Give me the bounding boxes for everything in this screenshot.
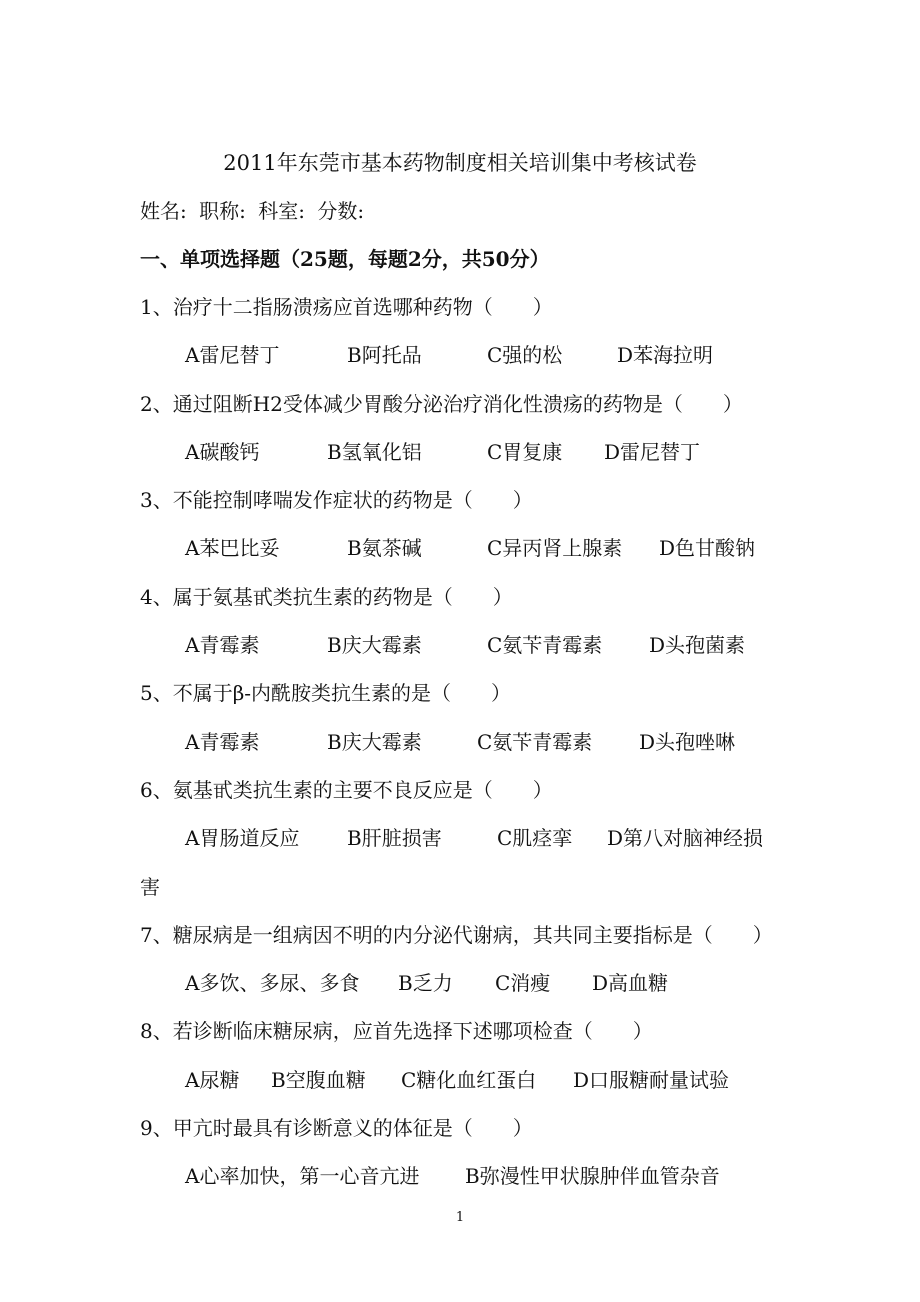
question-7-options — [185, 970, 668, 996]
option-c: C氨苄青霉素 — [487, 633, 603, 657]
question-6: 6、氨基甙类抗生素的主要不良反应是（ ） — [140, 778, 553, 802]
option-d: D第八对脑神经损 — [607, 826, 764, 850]
question-7: 7、糖尿病是一组病因不明的内分泌代谢病，其共同主要指标是（ ） — [140, 923, 773, 947]
option-d: D雷尼替丁 — [604, 440, 701, 464]
page-number: 1 — [455, 1210, 465, 1225]
option-a: A雷尼替丁 — [185, 343, 280, 367]
exam-title: 2011年东莞市基本药物制度相关培训集中考核试卷 — [223, 151, 697, 175]
option-c: C胃复康 — [487, 440, 563, 464]
option-b: B弥漫性甲状腺肿伴血管杂音 — [465, 1164, 720, 1188]
option-a: A尿糖 — [185, 1068, 240, 1092]
option-b: B乏力 — [398, 971, 453, 995]
option-b: B氢氧化铝 — [327, 440, 422, 464]
option-b: B庆大霉素 — [327, 633, 422, 657]
question-8: 8、若诊断临床糖尿病，应首先选择下述哪项检查（ ） — [140, 1019, 653, 1043]
section-heading: 一、单项选择题（25题，每题2分，共50分） — [140, 247, 550, 271]
question-8-options — [185, 1067, 729, 1093]
question-6-options — [185, 825, 763, 851]
question-2-options — [185, 439, 700, 465]
option-b: B阿托品 — [347, 343, 422, 367]
option-c: C消瘦 — [495, 971, 551, 995]
question-3: 3、不能控制哮喘发作症状的药物是（ ） — [140, 488, 533, 512]
option-b: B氨茶碱 — [347, 536, 422, 560]
option-d: D头孢菌素 — [649, 633, 746, 657]
option-a: A青霉素 — [185, 633, 260, 657]
question-5: 5、不属于β-内酰胺类抗生素的是（ ） — [140, 681, 512, 705]
option-a: A心率加快，第一心音亢进 — [185, 1164, 420, 1188]
question-2: 2、通过阻断H2受体减少胃酸分泌治疗消化性溃疡的药物是（ ） — [140, 392, 743, 416]
name-label: 姓名: — [140, 199, 187, 223]
option-c: C肌痉挛 — [497, 826, 573, 850]
question-6-option-d-continuation: 害 — [140, 875, 160, 899]
option-a: A青霉素 — [185, 730, 260, 754]
option-c: C异丙肾上腺素 — [487, 536, 623, 560]
title-label: 职称: — [199, 199, 246, 223]
question-5-options — [185, 729, 735, 755]
option-b: B空腹血糖 — [271, 1068, 366, 1092]
option-b: B肝脏损害 — [347, 826, 442, 850]
question-4: 4、属于氨基甙类抗生素的药物是（ ） — [140, 585, 513, 609]
option-c: C强的松 — [487, 343, 563, 367]
option-a: A胃肠道反应 — [185, 826, 300, 850]
question-9: 9、甲亢时最具有诊断意义的体征是（ ） — [140, 1116, 533, 1140]
score-label: 分数: — [317, 199, 365, 223]
option-a: A苯巴比妥 — [185, 536, 280, 560]
question-4-options — [185, 632, 745, 658]
option-d: D苯海拉明 — [617, 343, 714, 367]
option-b: B庆大霉素 — [327, 730, 422, 754]
question-3-options — [185, 535, 755, 561]
option-a: A碳酸钙 — [185, 440, 260, 464]
option-d: D口服糖耐量试验 — [573, 1068, 730, 1092]
option-d: D高血糖 — [592, 971, 669, 995]
option-a: A多饮、多尿、多食 — [185, 971, 360, 995]
question-9-options — [185, 1163, 720, 1189]
option-c: C糖化血红蛋白 — [401, 1068, 537, 1092]
candidate-info-row — [140, 198, 370, 224]
option-d: D色甘酸钠 — [659, 536, 756, 560]
question-1-options — [185, 342, 713, 368]
department-label: 科室: — [258, 199, 305, 223]
option-d: D头孢唑啉 — [639, 730, 736, 754]
option-c: C氨苄青霉素 — [477, 730, 593, 754]
question-1: 1、治疗十二指肠溃疡应首选哪种药物（ ） — [140, 295, 553, 319]
